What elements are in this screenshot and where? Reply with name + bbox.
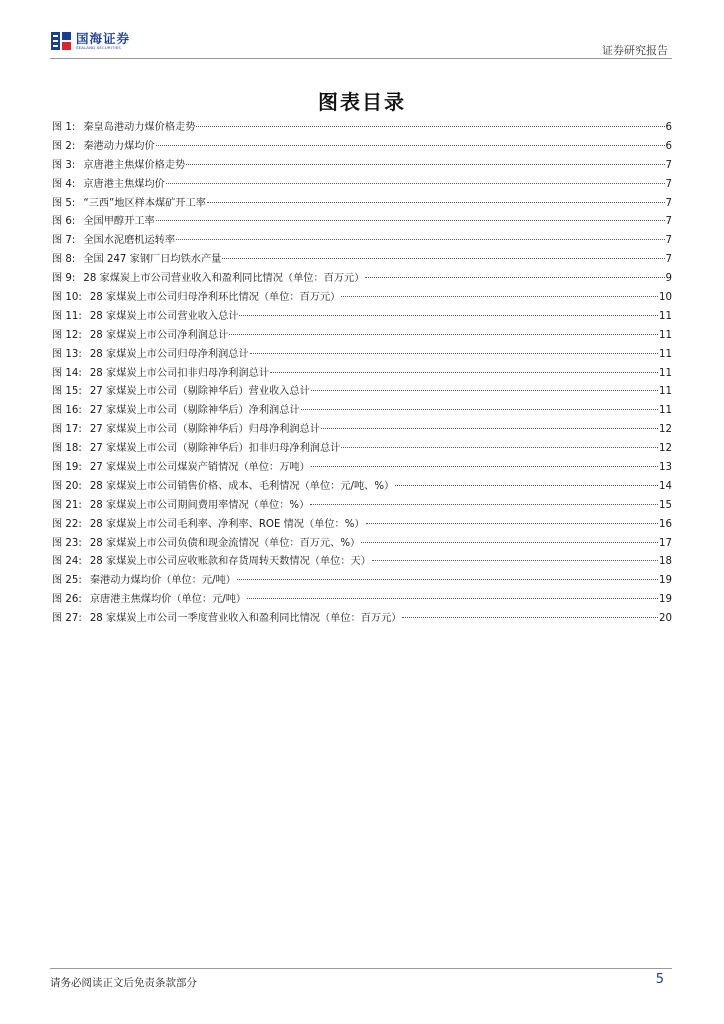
- toc-entry[interactable]: [52, 346, 672, 365]
- toc-entry-title: 28 家煤炭上市公司一季度营业收入和盈利同比情况（单位：百万元）: [89, 613, 402, 625]
- toc-entry-title: 28 家煤炭上市公司期间费用率情况（单位：%）: [89, 499, 310, 511]
- toc-entry-page: 7: [665, 159, 672, 171]
- toc-entry[interactable]: [52, 232, 672, 251]
- toc-entry-title: “三西”地区样本煤矿开工率: [83, 197, 206, 209]
- toc-entry[interactable]: [52, 383, 672, 402]
- toc-entry-number: 图 23:: [52, 537, 82, 549]
- toc-dot-leader: [156, 145, 665, 146]
- toc-dot-leader: [395, 485, 658, 486]
- toc-entry-title: 28 家煤炭上市公司净利润总计: [89, 329, 229, 341]
- toc-entry-title: 京唐港主焦煤价格走势: [83, 159, 186, 171]
- toc-entry-page: 13: [659, 462, 672, 474]
- toc-dot-leader: [311, 390, 658, 391]
- toc-entry-page: 11: [659, 386, 672, 398]
- toc-entry[interactable]: [52, 308, 672, 327]
- toc-entry[interactable]: [52, 478, 672, 497]
- header-divider: [50, 58, 672, 59]
- toc-entry-page: 20: [659, 613, 672, 625]
- toc-entry-page: 7: [665, 178, 672, 190]
- toc-dot-leader: [402, 617, 658, 618]
- toc-entry-number: 图 19:: [52, 462, 82, 474]
- toc-entry-page: 7: [665, 197, 672, 209]
- toc-entry[interactable]: [52, 138, 672, 157]
- toc-entry-page: 19: [659, 594, 672, 606]
- toc-entry-title: 全国甲醇开工率: [83, 216, 155, 228]
- toc-dot-leader: [176, 239, 664, 240]
- toc-entry[interactable]: [52, 270, 672, 289]
- toc-entry-page: 6: [665, 122, 672, 133]
- toc-entry[interactable]: [52, 610, 672, 629]
- toc-dot-leader: [250, 353, 658, 354]
- toc-entry[interactable]: [52, 535, 672, 554]
- page-number: 5: [655, 972, 664, 987]
- page-header: [50, 26, 672, 58]
- figure-toc-list: [52, 119, 672, 629]
- toc-entry-title: 秦皇岛港动力煤价格走势: [83, 122, 196, 133]
- toc-entry[interactable]: [52, 365, 672, 384]
- toc-entry[interactable]: [52, 119, 672, 138]
- toc-entry[interactable]: [52, 553, 672, 572]
- toc-entry-number: 图 20:: [52, 480, 82, 492]
- report-type-label: 证券研究报告: [602, 44, 668, 57]
- toc-dot-leader: [341, 296, 658, 297]
- toc-entry-number: 图 18:: [52, 443, 82, 455]
- brand-logo: [50, 30, 130, 52]
- toc-dot-leader: [186, 164, 664, 165]
- toc-entry[interactable]: [52, 516, 672, 535]
- toc-entry-page: 7: [665, 235, 672, 247]
- toc-entry-number: 图 24:: [52, 556, 82, 568]
- toc-dot-leader: [301, 409, 658, 410]
- toc-entry[interactable]: [52, 421, 672, 440]
- toc-entry-title: 27 家煤炭上市公司（剔除神华后）扣非归母净利润总计: [89, 443, 341, 455]
- toc-entry-title: 28 家煤炭上市公司毛利率、净利率、ROE 情况（单位：%）: [89, 518, 365, 530]
- toc-entry-page: 11: [659, 329, 672, 341]
- toc-entry-title: 京唐港主焦煤均价（单位：元/吨）: [89, 594, 247, 606]
- toc-entry-page: 11: [659, 310, 672, 322]
- toc-entry-page: 7: [665, 254, 672, 266]
- toc-entry-number: 图 2:: [52, 140, 76, 152]
- toc-dot-leader: [156, 220, 665, 221]
- toc-entry-page: 14: [659, 480, 672, 492]
- toc-dot-leader: [247, 598, 658, 599]
- toc-entry-title: 27 家煤炭上市公司煤炭产销情况（单位：万吨）: [89, 462, 310, 474]
- toc-entry-number: 图 5:: [52, 197, 76, 209]
- toc-entry-page: 19: [659, 575, 672, 587]
- toc-entry[interactable]: [52, 497, 672, 516]
- toc-dot-leader: [229, 334, 658, 335]
- toc-entry-title: 27 家煤炭上市公司（剔除神华后）营业收入总计: [89, 386, 310, 398]
- toc-entry-number: 图 6:: [52, 216, 76, 228]
- toc-entry-number: 图 13:: [52, 348, 82, 360]
- toc-entry-title: 秦港动力煤均价: [83, 140, 155, 152]
- toc-entry[interactable]: [52, 176, 672, 195]
- toc-entry[interactable]: [52, 591, 672, 610]
- toc-entry-page: 7: [665, 216, 672, 228]
- toc-entry-number: 图 9:: [52, 273, 76, 285]
- toc-entry-number: 图 14:: [52, 367, 82, 379]
- toc-dot-leader: [361, 542, 658, 543]
- toc-entry-number: 图 26:: [52, 594, 82, 606]
- toc-entry-number: 图 11:: [52, 310, 82, 322]
- toc-entry-number: 图 1:: [52, 122, 76, 133]
- toc-entry-title: 27 家煤炭上市公司（剔除神华后）归母净利润总计: [89, 424, 320, 436]
- toc-entry[interactable]: [52, 195, 672, 214]
- toc-entry-title: 28 家煤炭上市公司营业收入总计: [89, 310, 239, 322]
- toc-dot-leader: [372, 560, 658, 561]
- toc-entry-page: 11: [659, 367, 672, 379]
- toc-entry-number: 图 17:: [52, 424, 82, 436]
- toc-dot-leader: [310, 504, 658, 505]
- toc-entry[interactable]: [52, 289, 672, 308]
- toc-dot-leader: [237, 579, 658, 580]
- toc-entry-number: 图 12:: [52, 329, 82, 341]
- toc-entry-page: 17: [659, 537, 672, 549]
- toc-dot-leader: [207, 202, 665, 203]
- toc-entry-number: 图 3:: [52, 159, 76, 171]
- toc-entry-page: 9: [665, 273, 672, 285]
- toc-entry-title: 28 家煤炭上市公司归母净利润总计: [89, 348, 249, 360]
- toc-entry[interactable]: [52, 251, 672, 270]
- toc-entry-page: 16: [659, 518, 672, 530]
- toc-dot-leader: [365, 277, 664, 278]
- toc-entry-title: 28 家煤炭上市公司营业收入和盈利同比情况（单位：百万元）: [83, 273, 365, 285]
- toc-entry-title: 28 家煤炭上市公司扣非归母净利润总计: [89, 367, 270, 379]
- toc-entry[interactable]: [52, 459, 672, 478]
- toc-entry-title: 28 家煤炭上市公司归母净利环比情况（单位：百万元）: [89, 292, 341, 304]
- toc-dot-leader: [366, 523, 658, 524]
- toc-entry-number: 图 4:: [52, 178, 76, 190]
- toc-entry-number: 图 16:: [52, 405, 82, 417]
- toc-entry-page: 11: [659, 348, 672, 360]
- toc-entry[interactable]: [52, 327, 672, 346]
- toc-entry-number: 图 27:: [52, 613, 82, 625]
- toc-entry-title: 28 家煤炭上市公司销售价格、成本、毛利情况（单位：元/吨、%）: [89, 480, 395, 492]
- brand-name-en: SEALAND SECURITIES: [76, 45, 122, 50]
- toc-entry-title: 京唐港主焦煤均价: [83, 178, 165, 190]
- toc-entry-page: 12: [659, 443, 672, 455]
- toc-entry-number: 图 7:: [52, 235, 76, 247]
- toc-dot-leader: [196, 126, 664, 127]
- toc-entry-number: 图 15:: [52, 386, 82, 398]
- toc-entry-number: 图 22:: [52, 518, 82, 530]
- toc-entry[interactable]: [52, 157, 672, 176]
- toc-dot-leader: [311, 466, 658, 467]
- toc-entry-number: 图 8:: [52, 254, 76, 266]
- toc-entry-title: 27 家煤炭上市公司（剔除神华后）净利润总计: [89, 405, 300, 417]
- toc-entry-number: 图 10:: [52, 292, 82, 304]
- toc-entry-title: 28 家煤炭上市公司负债和现金流情况（单位：百万元、%）: [89, 537, 361, 549]
- toc-entry-page: 6: [665, 140, 672, 152]
- toc-entry[interactable]: [52, 572, 672, 591]
- toc-entry-title: 全国 247 家钢厂日均铁水产量: [83, 254, 222, 266]
- toc-entry-title: 28 家煤炭上市公司应收账款和存货周转天数情况（单位：天）: [89, 556, 371, 568]
- page-title: 图表目录: [318, 90, 406, 114]
- footer-divider: [50, 968, 672, 969]
- toc-entry-title: 全国水泥磨机运转率: [83, 235, 176, 247]
- toc-entry-page: 10: [659, 292, 672, 304]
- toc-entry[interactable]: [52, 213, 672, 232]
- toc-dot-leader: [341, 447, 658, 448]
- toc-entry-number: 图 25:: [52, 575, 82, 587]
- sealand-logo-icon: [50, 31, 72, 51]
- toc-entry-title: 秦港动力煤均价（单位：元/吨）: [89, 575, 236, 587]
- toc-entry-page: 12: [659, 424, 672, 436]
- toc-dot-leader: [321, 428, 658, 429]
- toc-entry-number: 图 21:: [52, 499, 82, 511]
- toc-dot-leader: [239, 315, 658, 316]
- toc-entry-page: 18: [659, 556, 672, 568]
- toc-entry-page: 11: [659, 405, 672, 417]
- toc-entry-page: 15: [659, 499, 672, 511]
- toc-dot-leader: [166, 183, 665, 184]
- brand-name-cn: 国海证券: [76, 31, 131, 46]
- toc-dot-leader: [222, 258, 664, 259]
- toc-dot-leader: [270, 372, 658, 373]
- toc-entry[interactable]: [52, 440, 672, 459]
- toc-entry[interactable]: [52, 402, 672, 421]
- disclaimer-note: 请务必阅读正文后免责条款部分: [50, 977, 197, 989]
